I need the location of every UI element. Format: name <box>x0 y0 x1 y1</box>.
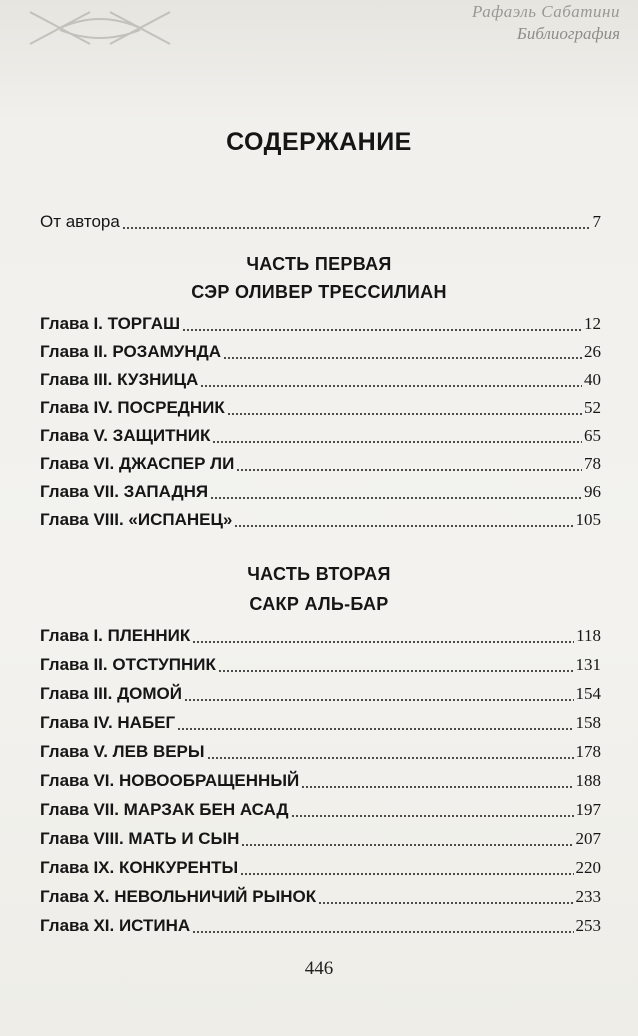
dot-leader <box>234 524 573 528</box>
chapter-label: Глава II. ОТСТУПНИК <box>40 655 216 674</box>
chapter-label: Глава XI. ИСТИНА <box>40 916 191 935</box>
dot-leader <box>318 901 573 905</box>
part-two-heading: ЧАСТЬ ВТОРАЯ <box>247 564 391 584</box>
chapter-page: 154 <box>575 684 601 703</box>
dot-leader <box>192 640 574 644</box>
chapter-label: Глава III. ДОМОЙ <box>40 684 183 703</box>
page-title: СОДЕРЖАНИЕ <box>226 128 412 156</box>
dot-leader <box>200 384 582 388</box>
toc-chapter[interactable] <box>40 742 601 766</box>
chapter-page: 158 <box>575 713 601 732</box>
toc-chapter[interactable] <box>40 370 601 394</box>
chapter-label: Глава IV. ПОСРЕДНИК <box>40 398 225 417</box>
chapter-label: Глава V. ЛЕВ ВЕРЫ <box>40 742 205 761</box>
toc-chapter[interactable] <box>40 454 601 478</box>
chapter-page: 65 <box>584 426 601 445</box>
crossed-swords-ornament-icon <box>20 6 180 48</box>
dot-leader <box>207 756 574 760</box>
chapter-label: Глава I. ПЛЕННИК <box>40 626 191 645</box>
part-one-subheading: СЭР ОЛИВЕР ТРЕССИЛИАН <box>191 282 447 302</box>
toc-intro-label: От автора <box>40 212 120 231</box>
running-title: Рафаэль Сабатини <box>472 2 620 21</box>
chapter-page: 26 <box>584 342 601 361</box>
dot-leader <box>236 468 582 472</box>
chapter-label: Глава VIII. МАТЬ И СЫН <box>40 829 240 848</box>
chapter-label: Глава VII. ЗАПАДНЯ <box>40 482 209 501</box>
chapter-page: 105 <box>575 510 601 529</box>
chapter-page: 131 <box>575 655 601 674</box>
chapter-label: Глава X. НЕВОЛЬНИЧИЙ РЫНОК <box>40 887 317 906</box>
toc-chapter[interactable] <box>40 426 601 450</box>
chapter-page: 118 <box>576 626 601 645</box>
toc-chapter[interactable] <box>40 398 601 422</box>
chapter-page: 207 <box>575 829 601 848</box>
chapter-label: Глава III. КУЗНИЦА <box>40 370 199 389</box>
dot-leader <box>210 496 582 500</box>
toc-chapter[interactable] <box>40 314 601 338</box>
dot-leader <box>182 328 582 332</box>
toc-chapter[interactable] <box>40 342 601 366</box>
chapter-page: 78 <box>584 454 601 473</box>
running-subtitle: Библиография <box>516 24 620 43</box>
dot-leader <box>218 669 574 673</box>
chapter-label: Глава V. ЗАЩИТНИК <box>40 426 211 445</box>
dot-leader <box>177 727 573 731</box>
chapter-label: Глава I. ТОРГАШ <box>40 314 181 333</box>
dot-leader <box>301 785 573 789</box>
chapter-page: 220 <box>575 858 601 877</box>
dot-leader <box>291 814 574 818</box>
chapter-label: Глава VII. МАРЗАК БЕН АСАД <box>40 800 289 819</box>
toc-chapter[interactable] <box>40 655 601 679</box>
page-number: 446 <box>304 958 334 979</box>
toc-chapter[interactable] <box>40 684 601 708</box>
toc-chapter[interactable] <box>40 916 601 940</box>
toc-chapter[interactable] <box>40 829 601 853</box>
dot-leader <box>122 226 591 230</box>
chapter-label: Глава VIII. «ИСПАНЕЦ» <box>40 510 233 529</box>
chapter-page: 40 <box>584 370 601 389</box>
dot-leader <box>192 930 573 934</box>
dot-leader <box>223 356 582 360</box>
chapter-page: 188 <box>575 771 601 790</box>
toc-chapter[interactable] <box>40 713 601 737</box>
chapter-page: 12 <box>584 314 601 333</box>
chapter-label: Глава VI. ДЖАСПЕР ЛИ <box>40 454 235 473</box>
toc-chapter[interactable] <box>40 626 601 650</box>
chapter-page: 178 <box>575 742 601 761</box>
chapter-label: Глава II. РОЗАМУНДА <box>40 342 222 361</box>
part-one-heading: ЧАСТЬ ПЕРВАЯ <box>246 254 392 274</box>
chapter-page: 52 <box>584 398 601 417</box>
toc-chapter[interactable] <box>40 858 601 882</box>
toc-chapter[interactable] <box>40 771 601 795</box>
toc-chapter[interactable] <box>40 510 601 534</box>
toc-intro-page: 7 <box>592 212 601 231</box>
chapter-page: 233 <box>575 887 601 906</box>
chapter-label: Глава VI. НОВООБРАЩЕННЫЙ <box>40 771 300 790</box>
dot-leader <box>212 440 582 444</box>
toc-intro[interactable] <box>40 212 601 236</box>
chapter-page: 197 <box>575 800 601 819</box>
dot-leader <box>184 698 573 702</box>
dot-leader <box>241 843 573 847</box>
page-header <box>0 0 638 60</box>
chapter-page: 96 <box>584 482 601 501</box>
dot-leader <box>240 872 573 876</box>
toc-chapter[interactable] <box>40 800 601 824</box>
chapter-label: Глава IX. КОНКУРЕНТЫ <box>40 858 239 877</box>
chapter-label: Глава IV. НАБЕГ <box>40 713 176 732</box>
dot-leader <box>227 412 582 416</box>
toc-chapter[interactable] <box>40 887 601 911</box>
toc-chapter[interactable] <box>40 482 601 506</box>
chapter-page: 253 <box>575 916 601 935</box>
part-two-subheading: САКР АЛЬ-БАР <box>249 594 389 614</box>
